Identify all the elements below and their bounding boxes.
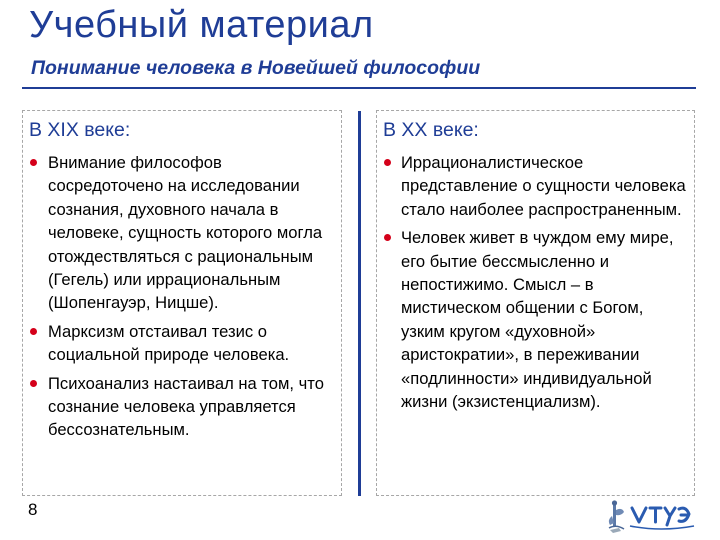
list-item bbox=[29, 320, 333, 367]
list-item bbox=[29, 372, 333, 442]
list-item-text: Внимание философов сосредоточено на исследовании сознания, духовного начала в человеке, сущность которого могла отождествляться с рациональным (Гегель) или иррациональным (Шопенгауэр, Ницше). bbox=[48, 153, 323, 313]
bullet-icon bbox=[384, 234, 391, 241]
right-column-panel bbox=[376, 110, 695, 496]
left-column-heading: В XIX веке: bbox=[29, 119, 131, 141]
bullet-icon bbox=[30, 380, 37, 387]
list-item-text: Психоанализ настаивал на том, что сознание человека управляется бессознательным. bbox=[48, 373, 324, 440]
slide-subtitle: Понимание человека в Новейшей философии bbox=[31, 57, 481, 79]
list-item-text: Иррационалистическое представление о сущности человека стало наиболее распространенным. bbox=[401, 153, 686, 219]
page-number: 8 bbox=[28, 500, 38, 519]
list-item bbox=[29, 151, 333, 315]
right-column-heading: В XX веке: bbox=[383, 119, 479, 141]
list-item-text: Человек живет в чуждом ему мире, его бытие бессмысленно и непостижимо. Смысл – в мистическом общении с Богом, узким кругом «духовной» аристократии», в переживании «подлинности» индивидуальной жизни (экзистенциализм). bbox=[401, 228, 674, 412]
list-item-text: Марксизм отстаивал тезис о социальной природе человека. bbox=[48, 321, 290, 365]
slide-title: Учебный материал bbox=[29, 4, 374, 46]
column-divider bbox=[358, 111, 361, 496]
right-column-list bbox=[383, 151, 686, 413]
university-logo-icon bbox=[606, 498, 698, 536]
bullet-icon bbox=[384, 159, 391, 166]
left-column-list bbox=[29, 151, 333, 442]
title-underline bbox=[22, 87, 696, 89]
list-item bbox=[383, 226, 686, 413]
left-column-panel bbox=[22, 110, 342, 496]
bullet-icon bbox=[30, 328, 37, 335]
list-item bbox=[383, 151, 686, 221]
bullet-icon bbox=[30, 159, 37, 166]
